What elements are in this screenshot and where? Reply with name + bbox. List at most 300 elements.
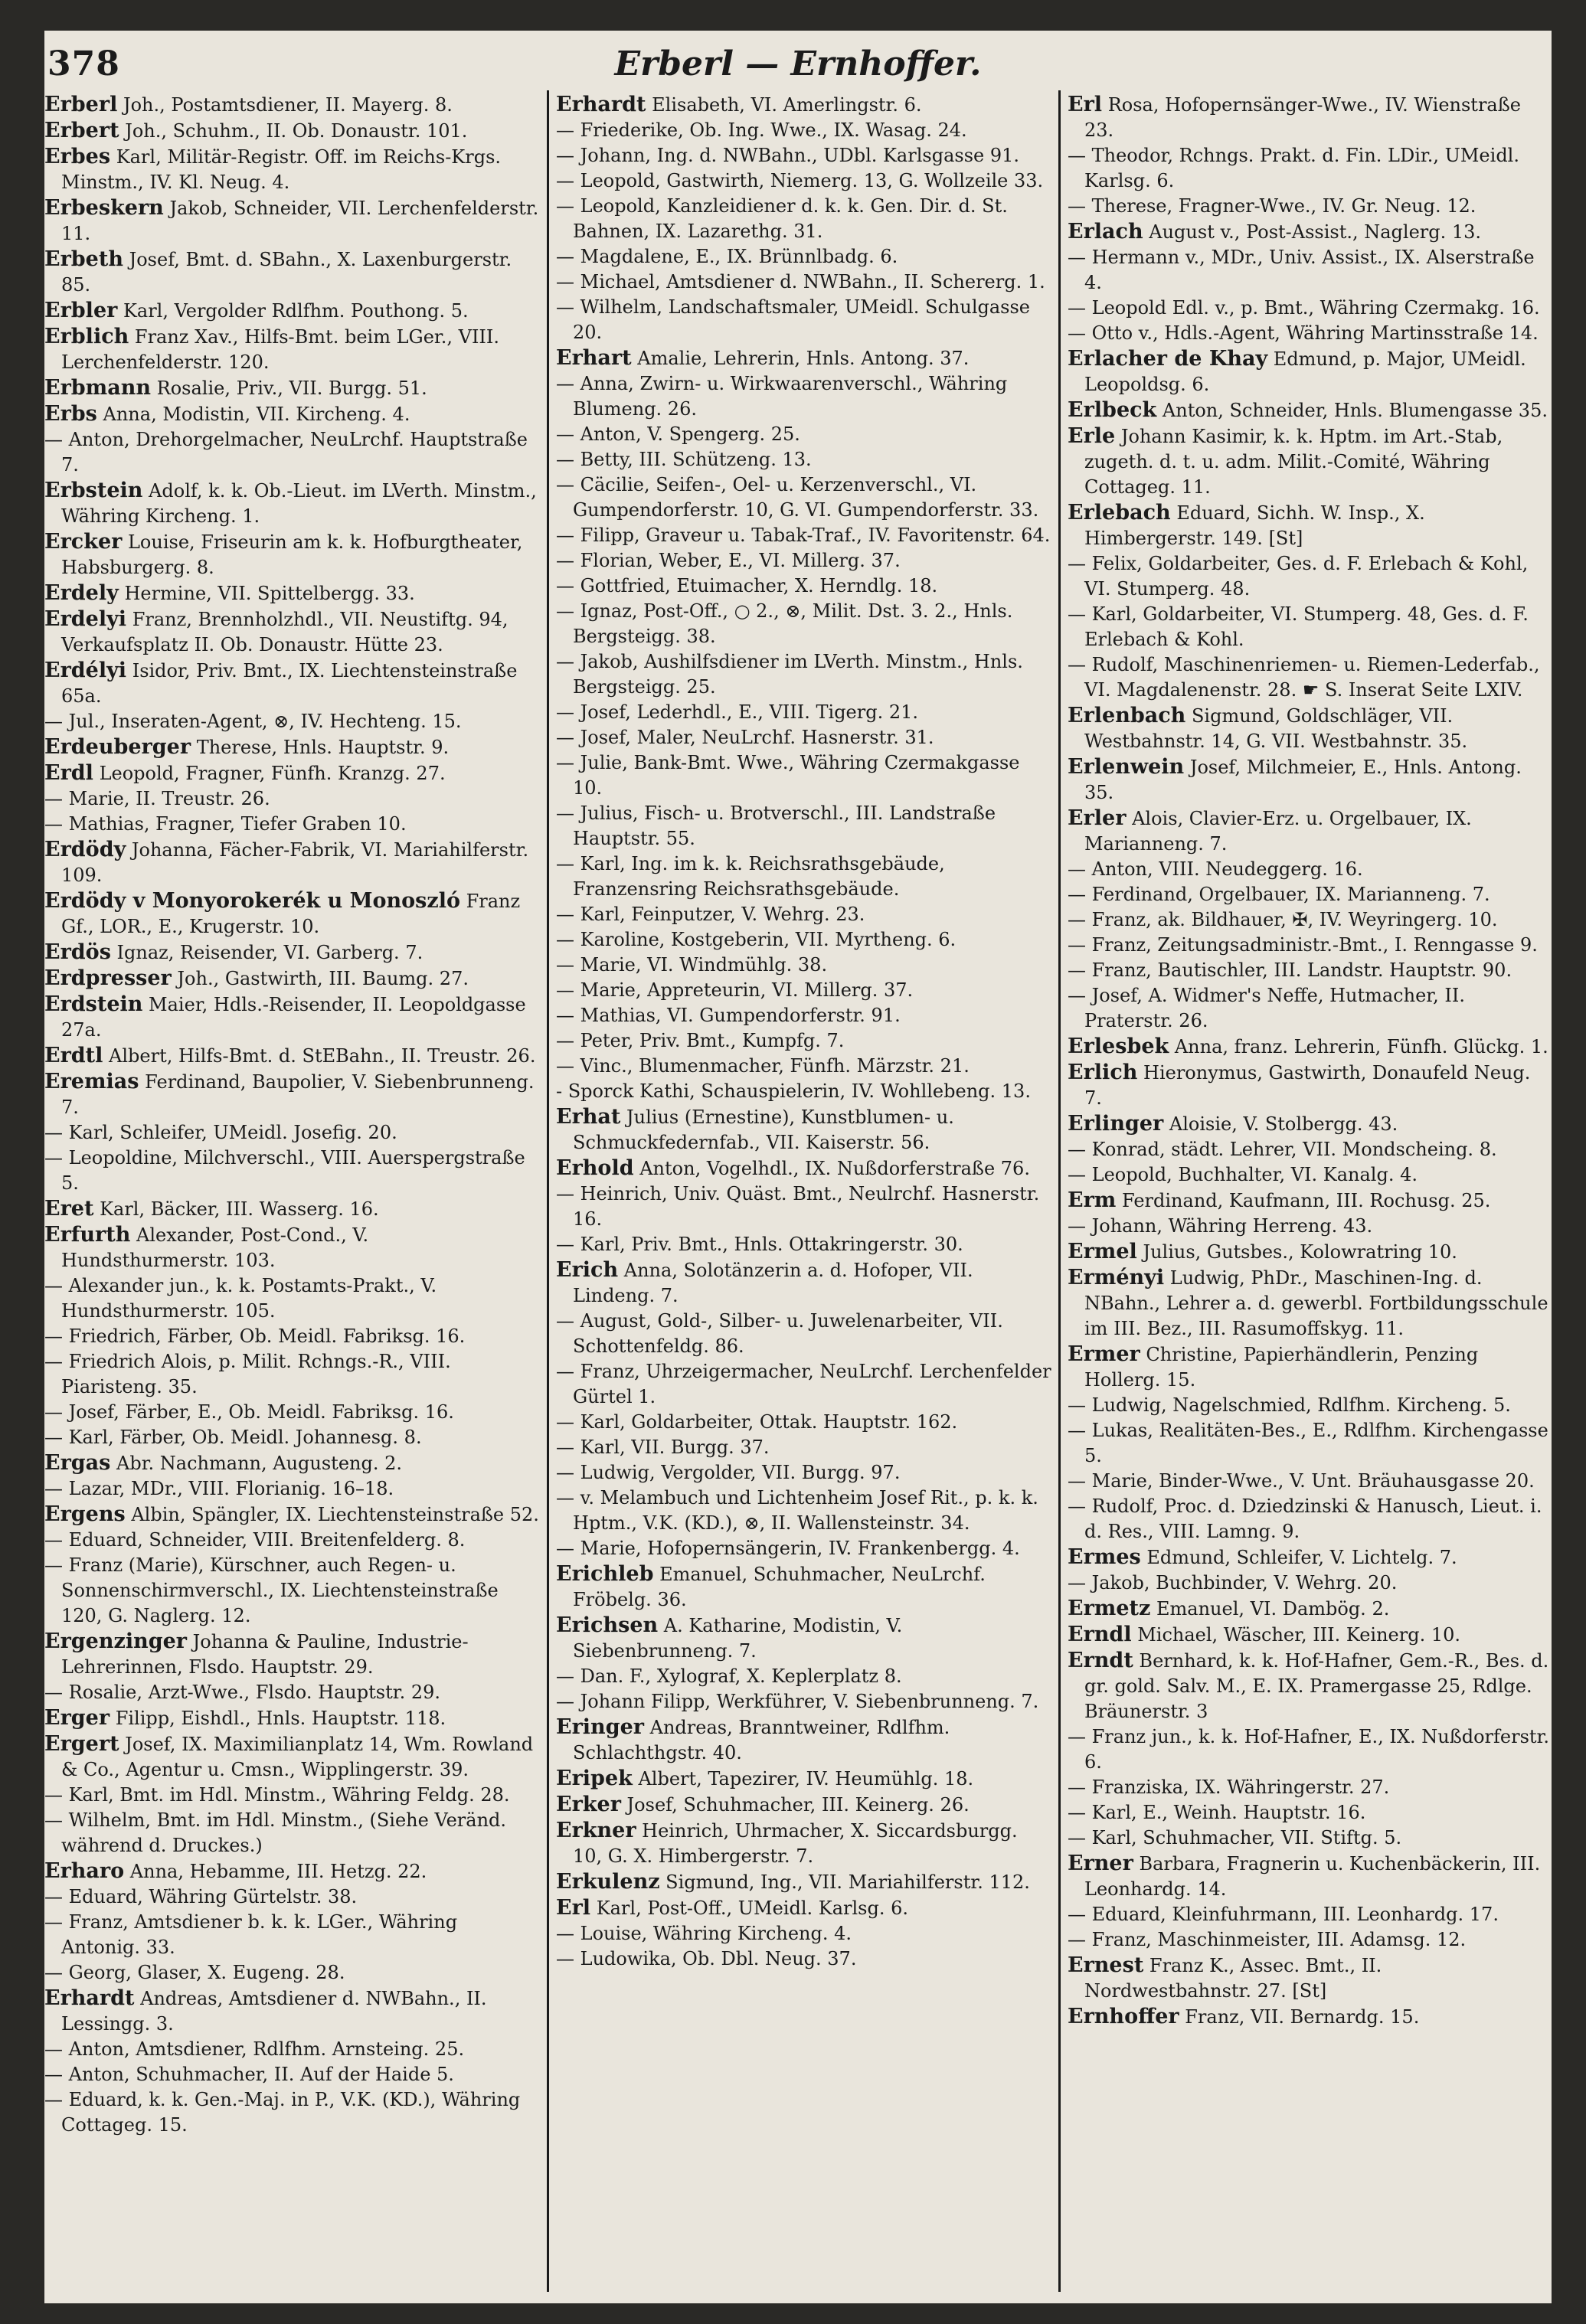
entry-surname: Ermel	[1068, 1240, 1137, 1263]
entry-text: Edmund, Schleifer, V. Lichtelg. 7.	[1140, 1547, 1457, 1568]
entry-text: Jakob, Schneider, VII. Lerchenfelderstr. 11.	[61, 198, 539, 244]
entry-text: Franz K., Assec. Bmt., II. Nordwestbahnstr. 27. [St]	[1084, 1955, 1382, 2002]
directory-entry	[44, 786, 541, 812]
entry-text: — Georg, Glaser, X. Eugeng. 28.	[44, 1962, 345, 1983]
directory-entry	[556, 1561, 1052, 1613]
directory-entry	[556, 1895, 1052, 1921]
entry-surname: Erbeth	[44, 247, 123, 271]
directory-entry	[1068, 1724, 1552, 1775]
entry-text: Karl, Bäcker, III. Wasserg. 16.	[93, 1198, 379, 1220]
directory-entry	[44, 1349, 541, 1400]
entry-surname: Ercker	[44, 530, 123, 554]
entry-text: Leopold, Fragner, Fünfh. Kranzg. 27.	[93, 763, 446, 784]
entry-surname: Erdödy v Monyorokerék u Monoszló	[44, 889, 460, 913]
entry-text: Franz Gf., LOR., E., Krugerstr. 10.	[61, 891, 521, 937]
directory-entry	[556, 548, 1052, 574]
directory-entry	[556, 1818, 1052, 1869]
entry-text: — Anton, V. Spengerg. 25.	[556, 423, 800, 445]
entry-text: Joh., Gastwirth, III. Baumg. 27.	[171, 968, 469, 989]
entry-text: Hermine, VII. Spittelbergg. 33.	[118, 583, 415, 604]
entry-text: — Eduard, Währing Gürtelstr. 38.	[44, 1886, 358, 1907]
entry-surname: Erharo	[44, 1859, 125, 1883]
entry-text: Adolf, k. k. Ob.-Lieut. im LVerth. Minstm., Währing Kircheng. 1.	[61, 480, 537, 527]
directory-entry	[1068, 1622, 1552, 1648]
entry-text: Julius, Gutsbes., Kolowratring 10.	[1136, 1241, 1457, 1263]
entry-text: Josef, Schuhmacher, III. Keinerg. 26.	[620, 1794, 970, 1816]
entry-text: Albert, Hilfs-Bmt. d. StEBahn., II. Treustr. 26.	[103, 1045, 536, 1067]
entry-text: Christine, Papierhändlerin, Penzing Hollerg. 15.	[1084, 1344, 1479, 1391]
directory-entry	[556, 422, 1052, 447]
directory-entry	[1068, 1494, 1552, 1544]
directory-entry	[556, 1155, 1052, 1182]
directory-entry	[556, 599, 1052, 649]
directory-entry	[44, 580, 541, 606]
entry-surname: Ermetz	[1068, 1597, 1151, 1620]
directory-entry	[556, 1869, 1052, 1895]
directory-entry	[556, 92, 1052, 118]
directory-entry	[44, 1808, 541, 1858]
entry-text: Eduard, Sichh. W. Insp., X. Himbergerstr. 149. [St]	[1084, 502, 1425, 549]
entry-text: — Eduard, Schneider, VIII. Breitenfelderg. 8.	[44, 1529, 466, 1551]
entry-surname: Erdös	[44, 940, 111, 964]
entry-text: — Marie, II. Treustr. 26.	[44, 788, 270, 809]
directory-entry	[556, 649, 1052, 700]
entry-surname: Erkulenz	[556, 1870, 660, 1894]
directory-entry	[44, 1273, 541, 1324]
directory-entry	[556, 1257, 1052, 1309]
entry-text: Ferdinand, Kaufmann, III. Rochusg. 25.	[1116, 1190, 1491, 1211]
entry-text: Johann Kasimir, k. k. Hptm. im Art.-Stab, zugeth. d. t. u. adm. Milit.-Comité, Währing Cottageg. 11.	[1084, 426, 1503, 498]
entry-text: — Friedrich, Färber, Ob. Meidl. Fabriksg. 16.	[44, 1325, 466, 1347]
entry-text: — Dan. F., Xylograf, X. Keplerplatz 8.	[556, 1665, 902, 1687]
entry-text: Louise, Friseurin am k. k. Hofburgtheater, Habsburgerg. 8.	[61, 531, 523, 578]
entry-surname: Eremias	[44, 1070, 139, 1093]
entry-text: Ludwig, PhDr., Maschinen-Ing. d. NBahn., Lehrer a. d. gewerbl. Fortbildungsschule im III. Bez., III. Rasumoffskyg. 11.	[1084, 1267, 1548, 1339]
entry-text: Anton, Vogelhdl., IX. Nußdorferstraße 76.	[633, 1158, 1030, 1179]
directory-entry	[556, 927, 1052, 953]
directory-entry	[556, 1613, 1052, 1664]
directory-entry	[1068, 1544, 1552, 1571]
entry-text: — Therese, Fragner-Wwe., IV. Gr. Neug. 12.	[1068, 195, 1476, 217]
entry-text: Julius (Ernestine), Kunstblumen- u. Schmuckfedernfab., VII. Kaiserstr. 56.	[573, 1106, 954, 1153]
directory-entry	[1068, 1214, 1552, 1239]
directory-entry	[556, 447, 1052, 472]
entry-text: — Betty, III. Schützeng. 13.	[556, 449, 812, 470]
entry-text: — Rudolf, Maschinenriemen- u. Riemen-Lederfab., VI. Magdalenenstr. 28. ☛ S. Inserat Seite LXIV.	[1068, 654, 1540, 701]
entry-text: — Felix, Goldarbeiter, Ges. d. F. Erlebach & Kohl, VI. Stumperg. 48.	[1068, 553, 1529, 600]
entry-text: — Karl, Schleifer, UMeidl. Josefig. 20.	[44, 1122, 397, 1143]
entry-text: — Ignaz, Post-Off., ○ 2., ⊗, Milit. Dst. 3. 2., Hnls. Bergsteigg. 38.	[556, 600, 1013, 647]
directory-entry	[44, 1324, 541, 1349]
entry-text: — Cäcilie, Seifen-, Oel- u. Kerzenverschl., VI. Gumpendorferstr. 10, G. VI. Gumpendorferstr. 33.	[556, 474, 1039, 521]
directory-entry	[556, 1309, 1052, 1359]
directory-entry	[1068, 1902, 1552, 1927]
entry-surname: Erdstein	[44, 992, 143, 1016]
directory-entry	[1068, 907, 1552, 933]
entry-text: — Michael, Amtsdiener d. NWBahn., II. Schererg. 1.	[556, 271, 1045, 293]
directory-entry	[1068, 1393, 1552, 1418]
entry-text: — Wilhelm, Landschaftsmaler, UMeidl. Schulgasse 20.	[556, 296, 1031, 343]
directory-entry	[44, 144, 541, 195]
directory-entry	[556, 953, 1052, 978]
directory-entry	[556, 1460, 1052, 1486]
entry-surname: Erdelyi	[44, 607, 127, 631]
entry-text: Ferdinand, Baupolier, V. Siebenbrunneng. 7.	[61, 1071, 535, 1118]
entry-surname: Erich	[556, 1258, 619, 1282]
directory-entry	[556, 1921, 1052, 1946]
entry-surname: Erm	[1068, 1188, 1117, 1212]
directory-entry	[1068, 806, 1552, 857]
entry-surname: Erlich	[1068, 1061, 1138, 1084]
entry-text: Sigmund, Ing., VII. Mariahilferstr. 112.	[659, 1871, 1030, 1893]
entry-surname: Erdl	[44, 761, 93, 785]
entry-text: — Ferdinand, Orgelbauer, IX. Marianneng. 7.	[1068, 884, 1490, 905]
entry-text: — Karl, Ing. im k. k. Reichsrathsgebäude, Franzensring Reichsrathsgebäude.	[556, 853, 945, 900]
entry-surname: Erner	[1068, 1852, 1133, 1875]
directory-entry	[556, 168, 1052, 194]
entry-text: — Leopold, Gastwirth, Niemerg. 13, G. Wollzeile 33.	[556, 170, 1044, 191]
directory-entry	[1068, 1648, 1552, 1724]
entry-text: Maier, Hdls.-Reisender, II. Leopoldgasse 27a.	[61, 994, 526, 1041]
directory-entry	[44, 1069, 541, 1120]
entry-text: Anna, Hebamme, III. Hetzg. 22.	[124, 1861, 427, 1882]
entry-text: — Wilhelm, Bmt. im Hdl. Minstm., (Siehe Veränd. während d. Druckes.)	[44, 1809, 507, 1856]
directory-entry	[44, 837, 541, 888]
entry-text: — Gottfried, Etuimacher, X. Herndlg. 18.	[556, 575, 938, 597]
entry-surname: Erlbeck	[1068, 398, 1157, 422]
entry-text: Franz Xav., Hilfs-Bmt. beim LGer., VIII. Lerchenfelderstr. 120.	[61, 326, 500, 373]
directory-entry	[556, 345, 1052, 371]
entry-text: — Eduard, Kleinfuhrmann, III. Leonhardg. 17.	[1068, 1904, 1499, 1925]
directory-entry	[1068, 1034, 1552, 1060]
directory-entry	[44, 1425, 541, 1450]
directory-entry	[1068, 194, 1552, 219]
entry-text: Anna, franz. Lehrerin, Fünfh. Glückg. 1.	[1169, 1036, 1548, 1057]
entry-text: — Franz, Zeitungsadministr.-Bmt., I. Renngasse 9.	[1068, 934, 1538, 956]
directory-entry	[44, 1783, 541, 1808]
entry-surname: Ergens	[44, 1502, 126, 1526]
directory-entry	[44, 1705, 541, 1731]
directory-entry	[556, 1714, 1052, 1766]
directory-entry	[1068, 1060, 1552, 1111]
entry-surname: Erdtl	[44, 1044, 103, 1067]
entry-surname: Erl	[556, 1896, 591, 1920]
entry-text: — Julie, Bank-Bmt. Wwe., Währing Czermakgasse 10.	[556, 752, 1020, 799]
directory-entry	[556, 1435, 1052, 1460]
entry-text: Emanuel, Schuhmacher, NeuLrchf. Fröbelg. 36.	[573, 1564, 986, 1610]
entry-surname: Erker	[556, 1793, 621, 1816]
entry-text: — Anton, Amtsdiener, Rdlfhm. Arnsteing. 25.	[44, 2038, 465, 2060]
entry-text: — Karl, Färber, Ob. Meidl. Johannesg. 8.	[44, 1427, 422, 1448]
directory-entry	[556, 1664, 1052, 1689]
entry-text: — Karl, Feinputzer, V. Wehrg. 23.	[556, 904, 865, 925]
entry-text: — Leopoldine, Milchverschl., VIII. Auerspergstraße 5.	[44, 1147, 525, 1194]
entry-text: - Sporck Kathi, Schauspielerin, IV. Wohllebeng. 13.	[556, 1080, 1031, 1102]
directory-entry	[556, 1003, 1052, 1028]
directory-entry	[44, 812, 541, 837]
entry-text: — Josef, Lederhdl., E., VIII. Tigerg. 21.	[556, 701, 919, 723]
directory-entry	[556, 574, 1052, 599]
entry-text: — Karoline, Kostgeberin, VII. Myrtheng. 6.	[556, 929, 957, 950]
entry-surname: Ermer	[1068, 1342, 1140, 1366]
entry-surname: Erlach	[1068, 220, 1143, 244]
directory-entry	[1068, 652, 1552, 703]
entry-text: Alois, Clavier-Erz. u. Orgelbauer, IX. Marianneng. 7.	[1084, 808, 1472, 855]
directory-entry	[1068, 551, 1552, 602]
entry-text: — Franz, ak. Bildhauer, ✠, IV. Weyringerg. 10.	[1068, 909, 1498, 930]
entry-surname: Erfurth	[44, 1223, 131, 1247]
directory-entry	[44, 966, 541, 992]
entry-text: — Rosalie, Arzt-Wwe., Flsdo. Hauptstr. 29.	[44, 1682, 440, 1703]
directory-entry	[1068, 92, 1552, 143]
entry-surname: Ergert	[44, 1732, 119, 1756]
directory-entry	[1068, 754, 1552, 806]
column-divider	[547, 90, 549, 2292]
directory-entry	[44, 298, 541, 324]
directory-entry	[556, 295, 1052, 345]
directory-page	[44, 31, 1552, 2303]
entry-surname: Erhardt	[44, 1986, 135, 2010]
entry-text: Ignaz, Reisender, VI. Garberg. 7.	[110, 942, 423, 963]
directory-entry	[1068, 1137, 1552, 1162]
directory-entry	[44, 1884, 541, 1910]
entry-text: — Anna, Zwirn- u. Wirkwaarenverschl., Währing Blumeng. 26.	[556, 373, 1008, 420]
entry-text: — Theodor, Rchngs. Prakt. d. Fin. LDir., UMeidl. Karlsg. 6.	[1068, 145, 1519, 191]
entry-text: August v., Post-Assist., Naglerg. 13.	[1143, 221, 1482, 243]
directory-entry	[44, 1043, 541, 1069]
entry-surname: Erlebach	[1068, 501, 1171, 525]
entry-text: — Josef, Maler, NeuLrchf. Hasnerstr. 31.	[556, 727, 934, 748]
directory-entry	[1068, 1469, 1552, 1494]
directory-entry	[44, 1858, 541, 1884]
entry-text: Therese, Hnls. Hauptstr. 9.	[191, 737, 450, 758]
entry-text: — Peter, Priv. Bmt., Kumpfg. 7.	[556, 1030, 845, 1051]
directory-entry	[44, 940, 541, 966]
directory-entry	[44, 529, 541, 580]
entry-surname: Erhat	[556, 1105, 621, 1129]
entry-text: — Josef, Färber, E., Ob. Meidl. Fabriksg. 16.	[44, 1401, 454, 1423]
page-number: 378	[47, 44, 120, 83]
entry-text: Franz, Brennholzhdl., VII. Neustiftg. 94, Verkaufsplatz II. Ob. Donaustr. Hütte 23.	[61, 609, 509, 655]
directory-entry	[44, 1196, 541, 1222]
entry-text: — Franziska, IX. Währingerstr. 27.	[1068, 1777, 1390, 1798]
entry-text: — Anton, VIII. Neudeggerg. 16.	[1068, 858, 1363, 880]
entry-surname: Erdeuberger	[44, 735, 191, 759]
directory-entry	[44, 1502, 541, 1528]
entry-text: — Ludwig, Nagelschmied, Rdlfhm. Kircheng. 5.	[1068, 1394, 1511, 1416]
entry-text: Anna, Modistin, VII. Kircheng. 4.	[96, 404, 410, 425]
entry-text: — Mathias, Fragner, Tiefer Graben 10.	[44, 813, 407, 835]
entry-text: Amalie, Lehrerin, Hnls. Antong. 37.	[631, 348, 970, 369]
directory-entry	[44, 2062, 541, 2087]
entry-text: — Franz, Amtsdiener b. k. k. LGer., Währing Antonig. 33.	[44, 1911, 458, 1958]
entry-text: Elisabeth, VI. Amerlingstr. 6.	[646, 94, 922, 116]
entry-text: — v. Melambuch und Lichtenheim Josef Rit., p. k. k. Hptm., V.K. (KD.), ⊗, II. Wallensteinstr. 34.	[556, 1487, 1038, 1534]
entry-text: — Filipp, Graveur u. Tabak-Traf., IV. Favoritenstr. 64.	[556, 525, 1051, 546]
entry-surname: Erkner	[556, 1819, 636, 1842]
entry-surname: Erlenwein	[1068, 755, 1185, 779]
directory-entry	[44, 195, 541, 247]
directory-entry	[44, 1222, 541, 1273]
directory-entry	[44, 709, 541, 734]
directory-entry	[556, 1079, 1052, 1104]
entry-text: Barbara, Fragnerin u. Kuchenbäckerin, III. Leonhardg. 14.	[1084, 1853, 1541, 1900]
entry-text: — Eduard, k. k. Gen.-Maj. in P., V.K. (KD.), Währing Cottageg. 15.	[44, 2089, 521, 2136]
directory-entry	[44, 606, 541, 658]
directory-entry	[556, 1104, 1052, 1155]
page-header	[44, 31, 1552, 84]
directory-entry	[44, 760, 541, 786]
entry-text: — Karl, Goldarbeiter, VI. Stumperg. 48, Ges. d. F. Erlebach & Kohl.	[1068, 603, 1529, 650]
directory-entry	[1068, 857, 1552, 882]
entry-surname: Erbler	[44, 299, 118, 322]
directory-entry	[556, 725, 1052, 750]
directory-entry	[1068, 1826, 1552, 1851]
directory-entry	[556, 270, 1052, 295]
entry-text: Edmund, p. Major, UMeidl. Leopoldsg. 6.	[1084, 348, 1526, 395]
entry-surname: Erle	[1068, 424, 1116, 448]
column-1	[44, 92, 541, 2290]
entry-surname: Erichleb	[556, 1562, 654, 1586]
entry-text: — Karl, Bmt. im Hdl. Minstm., Währing Feldg. 28.	[44, 1784, 510, 1806]
entry-text: Andreas, Amtsdiener d. NWBahn., II. Lessingg. 3.	[61, 1988, 487, 2035]
entry-text: — Karl, E., Weinh. Hauptstr. 16.	[1068, 1802, 1366, 1823]
directory-entry	[556, 1054, 1052, 1079]
entry-text: — Karl, VII. Burgg. 37.	[556, 1437, 770, 1458]
entry-text: Bernhard, k. k. Hof-Hafner, Gem.-R., Bes. d. gr. gold. Salv. M., E. IX. Pramergasse 25, Rdlge. Bräunerstr. 3	[1084, 1650, 1549, 1722]
directory-entry	[556, 801, 1052, 851]
entry-text: — Leopold, Kanzleidiener d. k. k. Gen. Dir. d. St. Bahnen, IX. Lazarethg. 31.	[556, 195, 1008, 242]
entry-text: Emanuel, VI. Dambög. 2.	[1150, 1598, 1390, 1620]
directory-entry	[1068, 245, 1552, 296]
entry-text: Sigmund, Goldschläger, VII. Westbahnstr. 14, G. VII. Westbahnstr. 35.	[1084, 705, 1468, 752]
column-3	[1068, 92, 1552, 2290]
directory-entry	[44, 1731, 541, 1783]
entry-text: — Friedrich Alois, p. Milit. Rchngs.-R., VIII. Piaristeng. 35.	[44, 1351, 451, 1397]
entry-text: — Konrad, städt. Lehrer, VII. Mondscheing. 8.	[1068, 1139, 1497, 1160]
directory-entry	[44, 2037, 541, 2062]
entry-text: — Lazar, MDr., VIII. Florianig. 16–18.	[44, 1478, 394, 1499]
entry-text: — Karl, Goldarbeiter, Ottak. Hauptstr. 162.	[556, 1411, 958, 1433]
entry-text: — Vinc., Blumenmacher, Fünfh. Märzstr. 21.	[556, 1055, 970, 1077]
directory-entry	[44, 658, 541, 709]
running-head: Erberl — Ernhoffer.	[614, 44, 982, 83]
directory-entry	[44, 1400, 541, 1425]
entry-text: Karl, Militär-Registr. Off. im Reichs-Krgs. Minstm., IV. Kl. Neug. 4.	[61, 146, 502, 193]
entry-text: Albin, Spängler, IX. Liechtensteinstraße 52.	[125, 1504, 539, 1525]
entry-text: Aloisie, V. Stolbergg. 43.	[1163, 1113, 1398, 1135]
entry-text: Joh., Postamtsdiener, II. Mayerg. 8.	[117, 94, 453, 116]
directory-entry	[1068, 423, 1552, 500]
directory-entry	[556, 143, 1052, 168]
entry-text: Hieronymus, Gastwirth, Donaufeld Neug. 7.	[1084, 1062, 1531, 1109]
entry-surname: Erdpresser	[44, 966, 172, 990]
directory-entry	[44, 1476, 541, 1502]
directory-entry	[1068, 933, 1552, 958]
entry-text: — Louise, Währing Kircheng. 4.	[556, 1923, 852, 1944]
directory-entry	[1068, 882, 1552, 907]
entry-text: — Franz jun., k. k. Hof-Hafner, E., IX. Nußdorferstr. 6.	[1068, 1726, 1550, 1773]
entry-text: — Leopold, Buchhalter, VI. Kanalg. 4.	[1068, 1164, 1418, 1185]
directory-entry	[1068, 1800, 1552, 1826]
directory-entry	[556, 1946, 1052, 1972]
directory-entry	[44, 92, 541, 118]
entry-text: — Heinrich, Univ. Quäst. Bmt., Neulrchf. Hasnerstr. 16.	[556, 1183, 1040, 1230]
directory-entry	[556, 978, 1052, 1003]
directory-entry	[44, 478, 541, 529]
directory-entry	[556, 700, 1052, 725]
directory-entry	[1068, 1418, 1552, 1469]
entry-text: A. Katharine, Modistin, V. Siebenbrunneng. 7.	[573, 1615, 903, 1662]
entry-surname: Erbert	[44, 119, 119, 142]
entry-text: — Johann, Währing Herreng. 43.	[1068, 1215, 1373, 1237]
entry-surname: Erlinger	[1068, 1112, 1164, 1136]
directory-entry	[1068, 296, 1552, 321]
entry-surname: Ernhoffer	[1068, 2005, 1179, 2028]
entry-surname: Erlacher de Khay	[1068, 347, 1268, 371]
directory-entry	[44, 1450, 541, 1476]
entry-surname: Ermes	[1068, 1545, 1141, 1569]
entry-surname: Erbes	[44, 145, 111, 168]
entry-text: — Franz (Marie), Kürschner, auch Regen- u. Sonnenschirmverschl., IX. Liechtensteinstraße 120, G. Naglerg. 12.	[44, 1554, 499, 1626]
entry-text: Josef, Milchmeier, E., Hnls. Antong. 35.	[1084, 757, 1522, 803]
entry-text: Abr. Nachmann, Augusteng. 2.	[110, 1453, 403, 1474]
entry-text: — Franz, Uhrzeigermacher, NeuLrchf. Lerchenfelder Gürtel 1.	[556, 1361, 1051, 1407]
entry-text: — Anton, Drehorgelmacher, NeuLrchf. Hauptstraße 7.	[44, 429, 528, 476]
directory-entry	[44, 324, 541, 375]
entry-text: Josef, IX. Maximilianplatz 14, Wm. Rowland & Co., Agentur u. Cmsn., Wipplingerstr. 39.	[61, 1734, 534, 1780]
entry-surname: Erblich	[44, 325, 129, 348]
entry-text: — Josef, A. Widmer's Neffe, Hutmacher, II. Praterstr. 26.	[1068, 985, 1465, 1031]
directory-entry	[1068, 1953, 1552, 2004]
directory-entry	[556, 371, 1052, 422]
entry-text: Josef, Bmt. d. SBahn., X. Laxenburgerstr. 85.	[61, 249, 512, 296]
entry-surname: Erbs	[44, 402, 97, 426]
directory-entry	[556, 1028, 1052, 1054]
directory-entry	[1068, 346, 1552, 397]
entry-text: — Friederike, Ob. Ing. Wwe., IX. Wasag. 24.	[556, 119, 967, 141]
entry-surname: Erdélyi	[44, 659, 127, 682]
entry-text: — Franz, Maschinmeister, III. Adamsg. 12.	[1068, 1929, 1467, 1950]
entry-surname: Erdödy	[44, 838, 126, 861]
entry-text: — Jakob, Buchbinder, V. Wehrg. 20.	[1068, 1572, 1398, 1593]
entry-text: Albert, Tapezirer, IV. Heumühlg. 18.	[632, 1768, 974, 1790]
entry-text: — Jul., Inseraten-Agent, ⊗, IV. Hechteng. 15.	[44, 711, 462, 732]
entry-surname: Eripek	[556, 1767, 633, 1790]
entry-text: — Magdalene, E., IX. Brünnlbadg. 6.	[556, 246, 898, 267]
directory-entry	[556, 750, 1052, 801]
entry-text: — Otto v., Hdls.-Agent, Währing Martinsstraße 14.	[1068, 322, 1539, 344]
directory-entry	[44, 1680, 541, 1705]
entry-text: — Anton, Schuhmacher, II. Auf der Haide 5.	[44, 2064, 454, 2085]
entry-surname: Erger	[44, 1706, 110, 1730]
entry-text: — Johann Filipp, Werkführer, V. Siebenbrunneng. 7.	[556, 1691, 1039, 1712]
directory-entry	[44, 247, 541, 298]
directory-entry	[1068, 1188, 1552, 1214]
entry-text: Alexander, Post-Cond., V. Hundsthurmerstr. 103.	[61, 1224, 369, 1271]
directory-entry	[556, 1766, 1052, 1792]
entry-text: Isidor, Priv. Bmt., IX. Liechtensteinstraße 65a.	[61, 660, 518, 707]
entry-surname: Eret	[44, 1197, 94, 1221]
directory-entry	[556, 1536, 1052, 1561]
entry-text: Anna, Solotänzerin a. d. Hofoper, VII. Lindeng. 7.	[573, 1260, 973, 1306]
column-divider	[1058, 90, 1061, 2292]
directory-entry	[1068, 1162, 1552, 1188]
entry-text: — Rudolf, Proc. d. Dziedzinski & Hanusch, Lieut. i. d. Res., VIII. Lamng. 9.	[1068, 1495, 1542, 1542]
entry-text: Rosalie, Priv., VII. Burgg. 51.	[151, 378, 427, 399]
entry-text: — Johann, Ing. d. NWBahn., UDbl. Karlsgasse 91.	[556, 145, 1020, 166]
entry-text: Michael, Wäscher, III. Keinerg. 10.	[1131, 1624, 1460, 1646]
